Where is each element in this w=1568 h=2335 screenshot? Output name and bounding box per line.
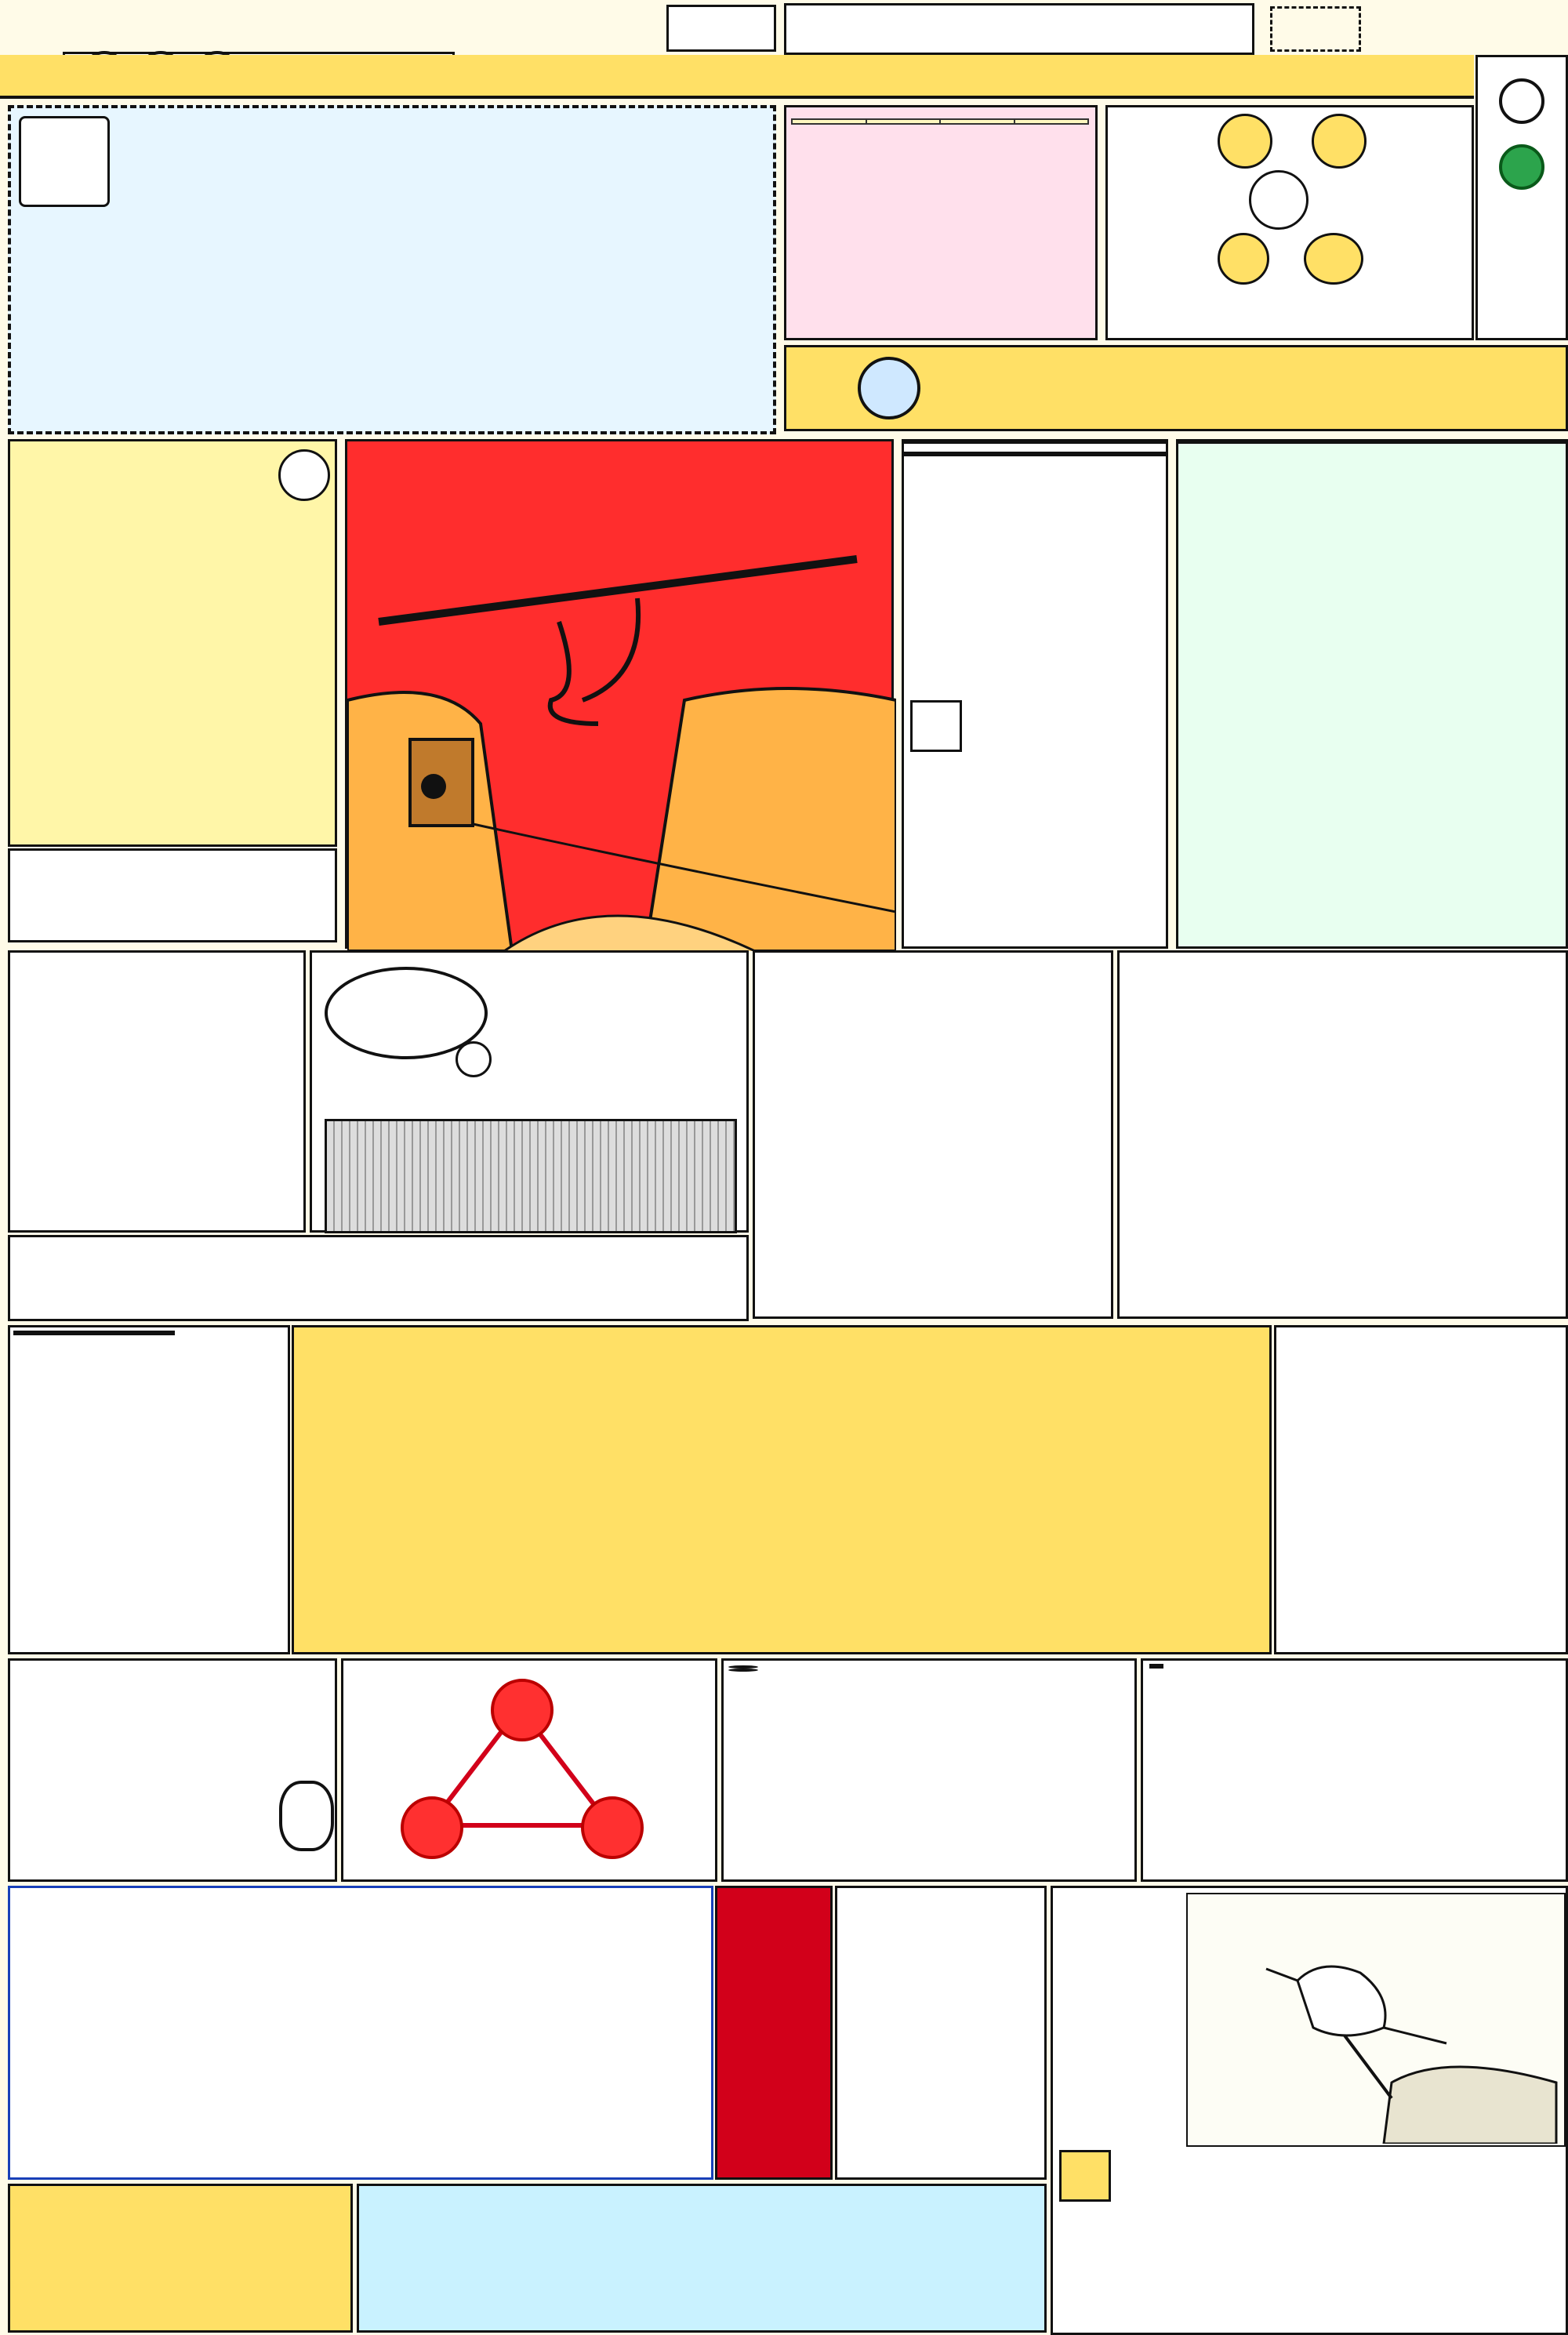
fanshu-title [13,1331,175,1335]
puzzle-box [902,439,1168,949]
zodiac-badge [1262,3,1568,55]
suanshi-title [1149,1664,1163,1669]
article-body [1229,444,1566,806]
almanac-icon [278,449,330,501]
lvqian-box [721,1658,1137,1882]
brand-tag-36 [1249,170,1308,230]
yuncai-box [753,950,1113,1319]
zeng-special-ball [279,1781,334,1851]
fanshu-body [57,1382,238,1649]
treasure-image [1186,1893,1566,2147]
brand-tag-door [1304,233,1363,285]
lvqian-label [728,1669,758,1672]
brand-side [1475,55,1568,340]
forecast-box [784,3,1254,55]
puzzle-stroke-note [904,452,1166,456]
treasure-stamp [1059,2150,1111,2202]
side-normal-ball [1499,144,1544,190]
dan-box [8,1235,749,1321]
zang-box [8,950,306,1233]
illustration-svg [347,441,896,951]
stats-header [940,119,1014,124]
seal-icon [1270,6,1361,52]
combo-box [1274,1325,1568,1654]
baxian-box [292,1325,1272,1654]
brand-tag-big [1218,233,1269,285]
zhen-poem [500,957,743,961]
triangle-right [581,1796,644,1859]
draw-result [784,345,1568,431]
special-ball [858,357,920,419]
stats-table [791,118,1089,125]
brand-tag-double [1218,114,1272,169]
lvqian-left [728,1665,758,1672]
tips-box [8,1886,713,2180]
puzzle-stamp [910,700,962,752]
fanshu-box [8,1325,290,1654]
color-waves-box [357,2184,1047,2333]
jackpot-stamp [19,116,110,207]
stats-header [866,119,941,124]
stats-header [792,119,866,124]
disclaimer [6,3,665,53]
stats-header [1014,119,1089,124]
puzzle-poem [904,461,1166,470]
triangle-top [491,1679,554,1741]
brand-panel [1105,105,1474,340]
masthead [0,55,1474,99]
prize-article [1176,439,1568,949]
puzzle-title [904,441,1166,444]
issue-logo [666,5,776,52]
zhen-photo [325,1119,737,1233]
immortals-row [338,1327,1271,1654]
sanzhong-box [715,1886,833,2180]
bottom-left-grid [8,2184,353,2333]
bird-illustration [1188,1894,1563,2144]
ganzhi-box [8,848,337,942]
suanshi-box [1141,1658,1568,1882]
triangle-left [401,1796,463,1859]
jiezi-box [1117,950,1568,1319]
zhen-box [310,950,749,1233]
stats-table-box [784,105,1098,340]
snake-illustration [345,439,894,949]
jackpot-box [8,105,776,434]
suanshi-header [1149,1664,1559,1669]
triangle-box [341,1658,717,1882]
zeng-box [8,1658,337,1882]
zhen-label [453,1039,494,1086]
zixuan-box [835,1886,1047,2180]
almanac-box [8,439,337,847]
side-special-ball [1499,78,1544,124]
zhen-num [456,1041,492,1077]
brand-tag-blue [1312,114,1367,169]
treasure-box [1051,1886,1568,2335]
